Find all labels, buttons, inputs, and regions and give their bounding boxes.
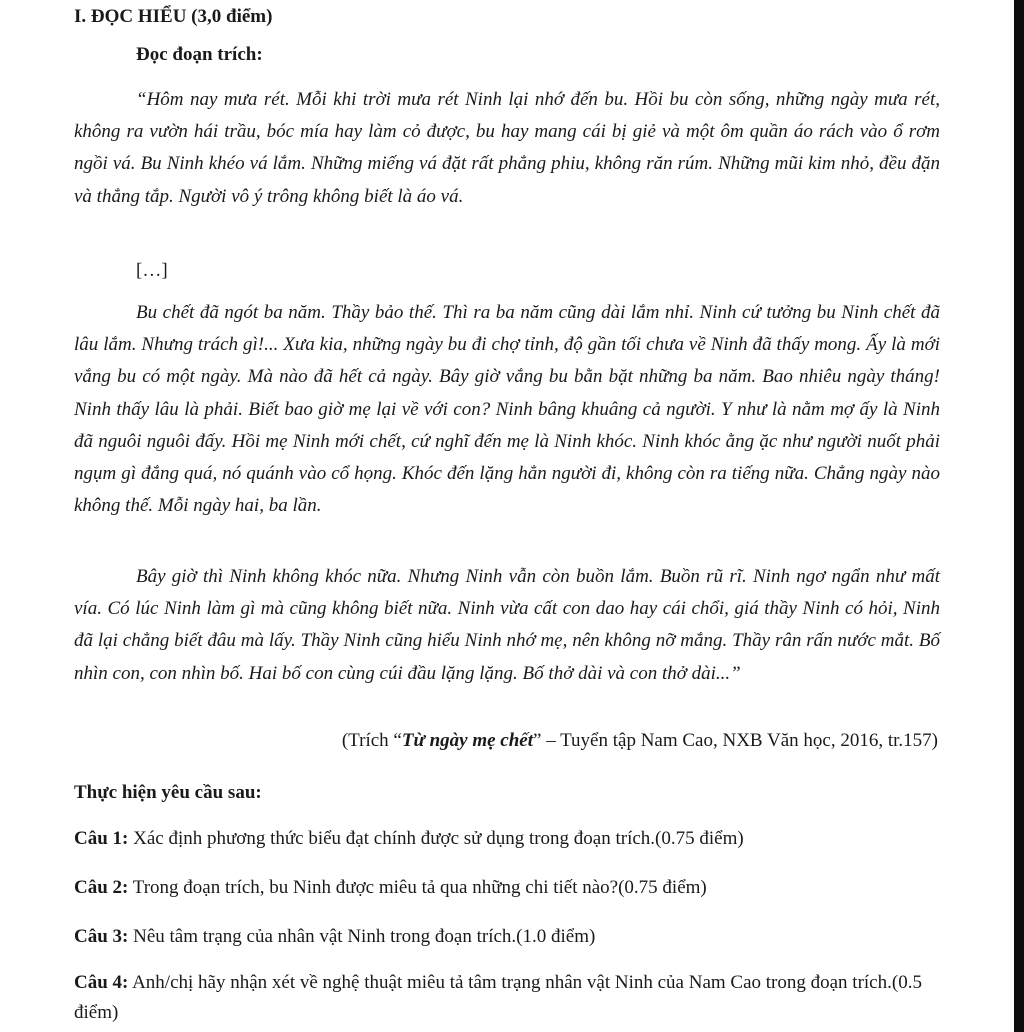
citation-prefix: (Trích “ xyxy=(341,730,402,751)
question-2-label: Câu 2: xyxy=(74,877,129,898)
task-heading: Thực hiện yêu cầu sau: xyxy=(74,782,262,803)
question-2-text: Trong đoạn trích, bu Ninh được miêu tả qua những chi tiết nào?(0.75 điểm) xyxy=(128,877,707,898)
question-4 xyxy=(74,968,940,1028)
reading-instruction: Đọc đoạn trích: xyxy=(136,44,263,65)
question-1-label: Câu 1: xyxy=(74,828,129,849)
question-1 xyxy=(74,824,940,854)
citation-suffix: ” – Tuyển tập Nam Cao, NXB Văn học, 2016, tr.157) xyxy=(533,730,938,751)
question-3 xyxy=(74,922,940,952)
question-1-text: Xác định phương thức biểu đạt chính được sử dụng trong đoạn trích.(0.75 điểm) xyxy=(128,828,744,849)
source-citation xyxy=(342,730,938,752)
question-4-text: Anh/chị hãy nhận xét về nghệ thuật miêu tả tâm trạng nhân vật Ninh của Nam Cao trong đoạn trích.(0.5 điểm) xyxy=(74,972,922,1023)
omission-mark: […] xyxy=(136,260,168,281)
citation-work-title: Từ ngày mẹ chết xyxy=(401,730,534,751)
section-title: I. ĐỌC HIỂU (3,0 điểm) xyxy=(74,6,273,27)
passage-paragraph-3: Bây giờ thì Ninh không khóc nữa. Nhưng Ninh vẫn còn buồn lắm. Buồn rũ rĩ. Ninh ngơ ngẩn như mất vía. Có lúc Ninh làm gì mà cũng không biết nữa. Ninh vừa cất con dao hay cái chổi, giá thầy Ninh có hỏi, Ninh đã lại chẳng biết đâu mà lấy. Thầy Ninh cũng hiểu Ninh nhớ mẹ, nên không nỡ mắng. Thầy rân rấn nước mắt. Bố nhìn con, con nhìn bố. Hai bố con cùng cúi đầu lặng lặng. Bố thở dài và con thở dài...” xyxy=(74,566,940,684)
question-4-label: Câu 4: xyxy=(74,972,129,993)
passage-paragraph-2: Bu chết đã ngót ba năm. Thầy bảo thế. Thì ra ba năm cũng dài lắm nhỉ. Ninh cứ tưởng bu Ninh chết đã lâu lắm. Nhưng trách gì!... Xưa kia, những ngày bu đi chợ tỉnh, độ gần tối chưa về Ninh đã thấy mong. Ấy là mới vắng bu có một ngày. Mà nào đã hết cả ngày. Bây giờ vắng bu bằn bặt những ba năm. Bao nhiêu ngày tháng! Ninh thấy lâu là phải. Biết bao giờ mẹ lại về với con? Ninh bâng khuâng cả người. Y như là nằm mợ ấy là Ninh đã nguôi nguôi đấy. Hồi mẹ Ninh mới chết, cứ nghĩ đến mẹ là Ninh khóc. Ninh khóc ằng ặc như người nuốt phải ngụm gì đắng quá, nó quánh vào cổ họng. Khóc đến lặng hẳn người đi, không còn ra tiếng nữa. Chẳng ngày nào không thế. Mỗi ngày hai, ba lần. xyxy=(74,302,940,517)
question-2 xyxy=(74,873,940,903)
question-3-text: Nêu tâm trạng của nhân vật Ninh trong đoạn trích.(1.0 điểm) xyxy=(128,926,596,947)
passage-paragraph-1: “Hôm nay mưa rét. Mỗi khi trời mưa rét Ninh lại nhớ đến bu. Hồi bu còn sống, những ngày mưa rét, không ra vườn hái trầu, bóc mía hay làm cỏ được, bu hay mang cái bị giẻ và một ôm quần áo rách vào ổ rơm ngồi vá. Bu Ninh khéo vá lắm. Những miếng vá đặt rất phẳng phiu, không răn rúm. Những mũi kim nhỏ, đều đặn và thẳng tắp. Người vô ý trông không biết là áo vá. xyxy=(74,89,940,207)
page-edge-border xyxy=(1014,0,1024,1032)
question-3-label: Câu 3: xyxy=(74,926,129,947)
